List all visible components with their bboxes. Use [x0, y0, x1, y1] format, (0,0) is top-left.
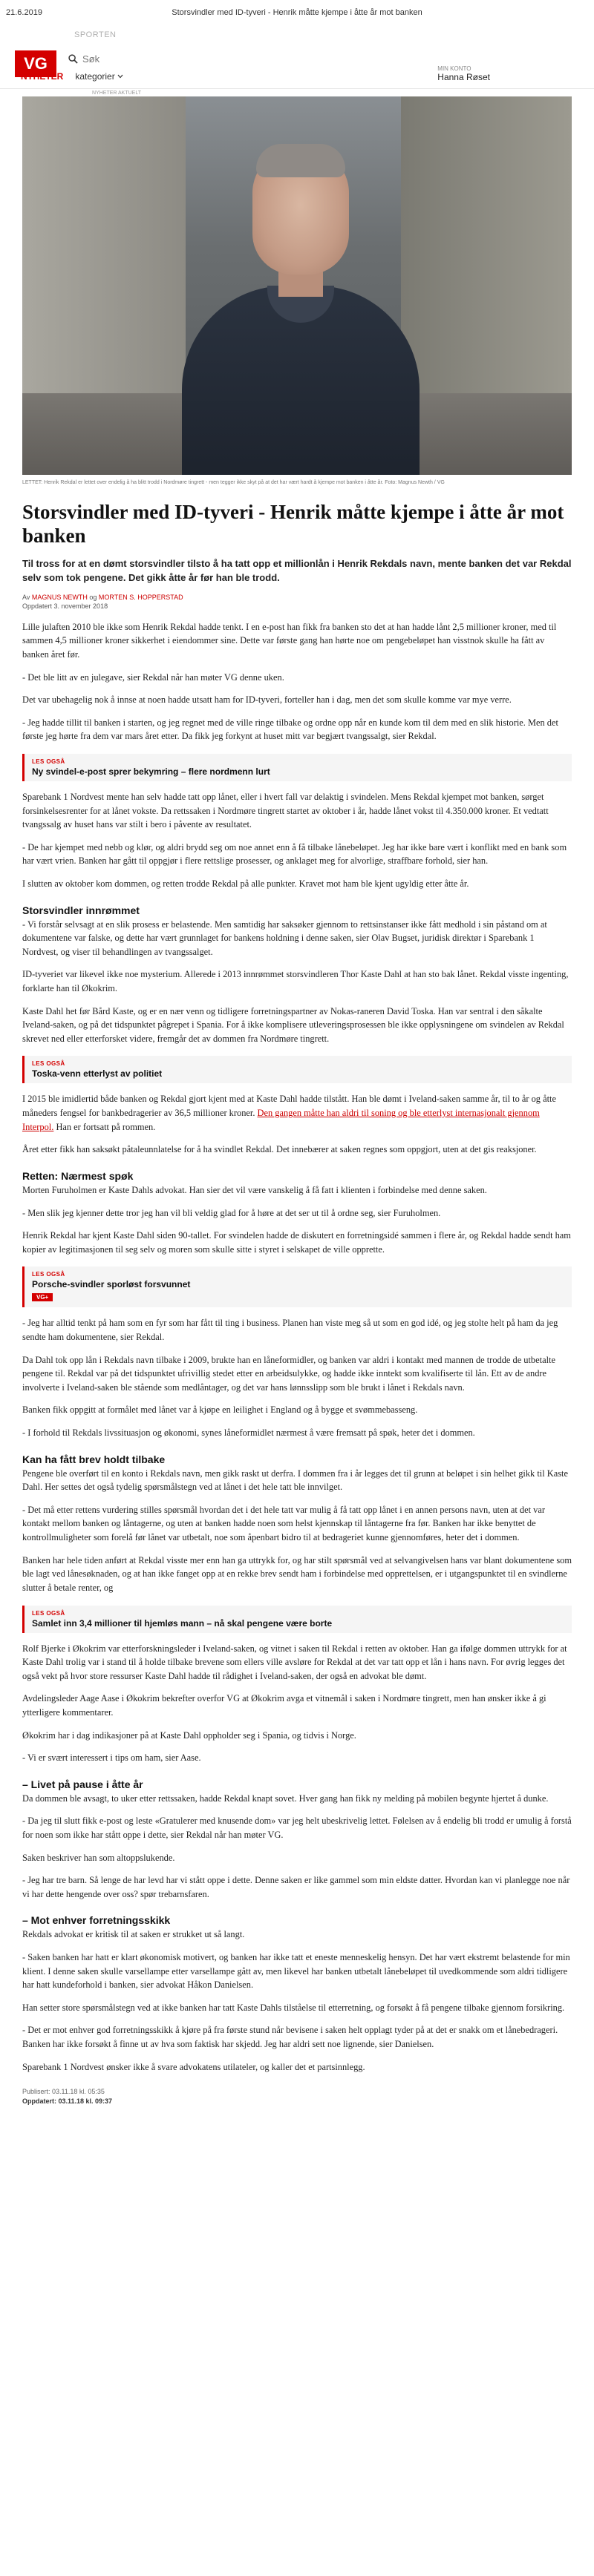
paragraph: - Vi forstår selvsagt at en slik prosess er belastende. Men samtidig har saksøker gjennom to rettsinstanser ikke fått medhold i sin påstand om at dokumentene var falske, og dette har vært grunnlaget for bankens holdning i denne saken, sier Olav Bugset, juridisk direktør i Sparebank 1 Nordvest, og viser til behandlingen av tvangssalget.: [22, 919, 547, 957]
paragraph: Saken beskriver han som altoppslukende.: [22, 1852, 175, 1863]
read-also-box[interactable]: [22, 754, 572, 781]
paragraph: Banken fikk oppgitt at formålet med lånet var å kjøpe en leilighet i England og å bygge et svømmebasseng.: [22, 1404, 418, 1416]
lead: Til tross for at en dømt storsvindler tilsto å ha tatt opp et millionlån i Henrik Rekdals navn, mente banken det var Rekdal selv som tok pengene. Det gikk åtte år før han ble trodd.: [22, 557, 572, 583]
paragraph: Morten Furuholmen er Kaste Dahls advokat. Han sier det vil være vanskelig å få fatt i klienten i forbindelse med denne saken.: [22, 1184, 487, 1195]
paragraph: Henrik Rekdal har kjent Kaste Dahl siden 90-tallet. For svindelen hadde de diskutert en forretningsidé sammen i flere år, og Rekdal hadde sendt ham kopier av legitimasjonen til seg selv og moren som skulle sitte i styret i selskapet de ville opprette.: [22, 1230, 571, 1255]
read-also-title: Samlet inn 3,4 millioner til hjemløs mann – nå skal pengene være borte: [32, 1617, 333, 1629]
article-body: [22, 620, 572, 2074]
paragraph: Det var ubehagelig nok å innse at noen hadde utsatt ham for ID-tyveri, forteller han i dag, men det som skulle komme var mye verre.: [22, 694, 512, 706]
main-navigation: [0, 45, 594, 96]
paragraph: Han setter store spørsmålstegn ved at ikke banken har tatt Kaste Dahls tilståelse til etterretning, og forsøkt å få pengene tilbake gjennom forsikring.: [22, 2002, 565, 2013]
paragraph: Rekdals advokat er kritisk til at saken er strukket ut så langt.: [22, 1929, 245, 1940]
print-date: 21.6.2019: [6, 8, 42, 17]
paragraph: - Jeg hadde tillit til banken i starten, og jeg regnet med de ville ringe tilbake og ordne opp når en kunde kom til dem med en slik historie. Men det første jeg hørte fra dem var mars året etter. Da fikk jeg forkynt at huset mitt var begjært tvangssalgt, sier Rekdal.: [22, 717, 558, 742]
paragraph: - De har kjempet med nebb og klør, og aldri brydd seg om noe annet enn å få tilbake lånebeløpet. Jeg har ikke bare vært i konflikt med en bank som har vært vrien. Banken har gått til oppgjør i flere rettslige prosesser, og anklaget meg for alvorlige, straffbare forhold, sier han.: [22, 841, 567, 867]
subheading: – Mot enhver forretningsskikk: [22, 1914, 171, 1927]
sport-link[interactable]: SPORTEN: [74, 30, 117, 39]
account-name: Hanna Røset: [437, 72, 490, 82]
hero-caption: LETTET: Henrik Rekdal er lettet over endelig å ha blitt trodd i Nordmøre tingrett - men tegger ikke skyt på at det har vært hardt å kjempe mot banken i åtte år. Foto: Magnus Newth / VG: [22, 480, 445, 485]
paragraph: Kaste Dahl het før Bård Kaste, og er en nær venn og tidligere forretningspartner av Nokas-raneren David Toska. Han var sentral i den såkalte Iveland-saken, og på det tidspunktet pågrepet i Spania. For å ikke komplisere utleveringsprosessen ble ikke opplysningene om svindelen av Rekdal skrevet ned eller etterforsket videre, fremgår det av dommen fra Nordmøre tingrett.: [22, 1005, 564, 1044]
paragraph: Pengene ble overført til en konto i Rekdals navn, men gikk raskt ut derfra. I dommen fra i år legges det til grunn at beløpet i sin helhet gikk til Kaste Dahl. Her settes det også tydelig spørsmålstegn ved at lånet i det hele tatt ble innvilget.: [22, 1468, 568, 1493]
paragraph-text: I 2015 ble imidlertid både banken og Rekdal gjort kjent med at Kaste Dahl hadde tilstått. Han ble dømt i Iveland-saken samme år, til to år og åtte måneders fengsel for bankbedragerier av 36,5 millioner kroner.: [22, 1094, 556, 1119]
vg-plus-badge: VG+: [32, 1293, 53, 1301]
author-link-2[interactable]: MORTEN S. HOPPERSTAD: [98, 593, 183, 601]
hero-person: [182, 148, 420, 475]
paragraph: Økokrim har i dag indikasjoner på at Kaste Dahl oppholder seg i Spania, og tidvis i Norge.: [22, 1729, 356, 1741]
timestamps: [22, 2087, 572, 2106]
paragraph: - Saken banken har hatt er klart økonomisk motivert, og banken har ikke tatt et eneste menneskelig hensyn. Det har vært ekstremt belastende for min klient. I denne saken skulle varsellampe etter varsellampe gått av, men likevel har banken utbetalt lånebeløpet til uvedkommende som aldri tidligere har hatt kundeforhold i banken, sier advokat Håkon Danielsen.: [22, 1952, 570, 1991]
subheading: – Livet på pause i åtte år: [22, 1778, 143, 1790]
paragraph: - Vi er svært interessert i tips om ham, sier Aase.: [22, 1752, 201, 1764]
search-input[interactable]: [82, 53, 216, 65]
headline: Storsvindler med ID-tyveri - Henrik måtte kjempe i åtte år mot banken: [22, 501, 564, 547]
search-icon[interactable]: [68, 54, 78, 64]
paragraph: - Men slik jeg kjenner dette tror jeg han vil bli veldig glad for å høre at det ser ut til å ordne seg, sier Furuholmen.: [22, 1207, 441, 1218]
read-also-kicker: LES OGSÅ: [32, 1060, 65, 1068]
read-also-kicker: LES OGSÅ: [32, 1609, 65, 1617]
subheading: Storsvindler innrømmet: [22, 904, 140, 916]
paragraph: Sparebank 1 Nordvest mente han selv hadde tatt opp lånet, eller i hvert fall var delaktig i svindelen. Mens Rekdal kjempet mot banken, sørget forsinkelsesrenter for at lånet vokste. Da rettssaken i Nordmøre tingrett startet av oktober i år, hadde lånet vokst til 4.350.000 kroner. Et vedtatt tvangssalg av huset hans var stilt i bero i påvente av resultatet.: [22, 791, 549, 830]
paragraph: Avdelingsleder Aage Aase i Økokrim bekrefter overfor VG at Økokrim avga et vitnemål i saken i Nordmøre tingrett, men han ønsker ikke å gi ytterligere kommentarer.: [22, 1693, 546, 1718]
paragraph: Da Dahl tok opp lån i Rekdals navn tilbake i 2009, brukte han en låneformidler, og banken var aldri i kontakt med mannen de trodde de utbetalte pengene til. Rekdal var på det tidspunktet ufrivillig stedet etter en arbeidsulykke, og hadde ikke inntekt som kvalifiserte til lån. Ett av de andre involverte i Iveland-saken ble stående som medlåntager, og det var hans lønnsslipp som ble brukt i lånet i Rekdals navn.: [22, 1354, 555, 1393]
paragraph: Året etter fikk han saksøkt påtaleunnlatelse for å ha svindlet Rekdal. Det innebærer at saken regnes som oppgjort, uten at det gis reaksjoner.: [22, 1144, 537, 1155]
read-also-title: Toska-venn etterlyst av politiet: [32, 1068, 163, 1080]
updated-time: Oppdatert: 03.11.18 kl. 09:37: [22, 2097, 113, 2106]
byline: [22, 593, 572, 611]
byline-prefix: Av: [22, 593, 30, 601]
paragraph: I slutten av oktober kom dommen, og retten trodde Rekdal på alle punkter. Kravet mot ham ble kjent ugyldig etter åtte år.: [22, 878, 469, 889]
paragraph: - Det ble litt av en julegave, sier Rekdal når han møter VG denne uken.: [22, 671, 284, 683]
nav-categories-sublabel: NYHETER AKTUELT: [92, 91, 141, 96]
interpol-link[interactable]: Den gangen måtte han aldri til soning og ble etterlyst internasjonalt gjennom Interpol.: [22, 1108, 540, 1132]
paragraph: - I forhold til Rekdals livssituasjon og økonomi, synes låneformidlet nærmest å være fremsatt på spøk, heter det i dommen.: [22, 1427, 475, 1439]
read-also-box[interactable]: [22, 1606, 572, 1633]
paragraph: Da dommen ble avsagt, to uker etter rettssaken, hadde Rekdal knapt sovet. Hver gang han fikk ny melding på mobilen begynte hjertet å dunke.: [22, 1793, 549, 1804]
paragraph-text: Han er fortsatt på rommen.: [56, 1121, 156, 1132]
paragraph: Lille julaften 2010 ble ikke som Henrik Rekdal hadde tenkt. I en e-post han fikk fra banken sto det at han hadde lånt 2,5 millioner kroner, med til sammen 4,5 millioner kroner sikkerhet i eiendommer sine. Dette var første gang han hørte noe om pengebeløpet han visstnok skulle ha fått av banken året før.: [22, 621, 557, 660]
updated-date: Oppdatert 3. november 2018: [22, 602, 108, 611]
subheading: Retten: Nærmest spøk: [22, 1169, 134, 1182]
nav-row: [21, 71, 216, 82]
read-also-box[interactable]: [22, 1056, 572, 1083]
hero-image: [22, 96, 572, 475]
read-also-title: Ny svindel-e-post sprer bekymring – flere nordmenn lurt: [32, 766, 270, 777]
vg-logo[interactable]: VG: [15, 50, 56, 77]
nav-news-link[interactable]: NYHETER: [21, 71, 64, 82]
byline-and: og: [89, 593, 97, 601]
top-sections-bar: [0, 25, 594, 45]
read-also-kicker: LES OGSÅ: [32, 758, 65, 765]
published-time: Publisert: 03.11.18 kl. 05:35: [22, 2088, 105, 2096]
paragraph: - Det må etter rettens vurdering stilles spørsmål hvordan det i det hele tatt var mulig å få tatt opp lånet i en annen persons navn, uten at det var kontakt mellom banken og låntagerne, og uten at banken hadde noen som helst kjennskap til låntagerne fra før. Banken har ikke benyttet de kontrollmuligheter som forelå før lånet var utbetalt, noe som åpenbart bidro til at bedrageriet kunne gjennomføres, heter det i dommen.: [22, 1504, 545, 1543]
account-menu[interactable]: [437, 65, 490, 82]
paragraph: ID-tyveriet var likevel ikke noe mysterium. Allerede i 2013 innrømmet storsvindleren Thor Kaste Dahl at han sto bak lånet. Rekdal visste ingenting, forklarte han til Økokrim.: [22, 969, 569, 994]
read-also-box[interactable]: [22, 1266, 572, 1307]
read-also-title: Porsche-svindler sporløst forsvunnet: [32, 1279, 191, 1290]
paragraph: - Det er mot enhver god forretningsskikk å kjøre på fra første stund når bevisene i saken helt opplagt tyder på at det er snakk om et lånebedrageri. Banken har ikke forsøkt å finne ut av hva som faktisk har skjedd. Jeg har aldri sett noe lignende, sier Danielsen.: [22, 2025, 558, 2050]
nav-categories-dropdown[interactable]: [75, 71, 123, 82]
paragraph: - Jeg har alltid tenkt på ham som en fyr som har fått til ting i business. Planen han viste meg så ut som en god idé, og jeg stolte helt på ham da jeg sendte ham dokumentene, sier Rekdal.: [22, 1318, 558, 1342]
paragraph: - Da jeg til slutt fikk e-post og leste «Gratulerer med knusende dom» var jeg helt ubeskrivelig lettet. Følelsen av å endelig bli trodd er umulig å forstå for noen som ikke har stått oppe i dette, sier Rekdal når han møter VG.: [22, 1816, 572, 1840]
print-title: Storsvindler med ID-tyveri - Henrik måtte kjempe i åtte år mot banken: [172, 8, 422, 17]
chevron-down-icon: [117, 74, 123, 79]
print-header: [0, 0, 594, 25]
paragraph: [22, 1092, 572, 1134]
paragraph: Banken har hele tiden anført at Rekdal visste mer enn han ga uttrykk for, og har stilt spørsmål ved at selvangivelsen hans var blant dokumentene som ble lagt ved lånesøknaden, og at han ikke fanget opp at en rekke brev sendt ham i forbindelse med opprettelsen, er i utgangspunktet til en svindlerne slutter å betale renter, og: [22, 1554, 572, 1593]
article: [0, 501, 594, 2106]
subheading: Kan ha fått brev holdt tilbake: [22, 1453, 166, 1465]
paragraph: - Jeg har tre barn. Så lenge de har levd har vi stått oppe i dette. Denne saken er like gammel som min eldste datter. Hvordan kan vi planlegge noe når vi har dette hengende over oss? spør trebarnsfaren.: [22, 1875, 570, 1899]
read-also-kicker: LES OGSÅ: [32, 1271, 65, 1278]
account-label: MIN KONTO: [437, 65, 471, 72]
paragraph: Rolf Bjerke i Økokrim var etterforskningsleder i Iveland-saken, og vitnet i saken til Rekdal i retten av oktober. Han ga ifølge dommen uttrykk for at Kaste Dahl trolig var i stand til å holde tilbake brevene som ellers ville avsløre for Rekdal at det var tatt opp et lån i hans navn. For øvrig legges det også vekt på hvor store ressurser Kaste Dahl hadde til rådighet i Iveland-saken, der også en advokat ble dømt.: [22, 1643, 567, 1681]
nav-categories-label: kategorier: [75, 71, 115, 82]
paragraph: Sparebank 1 Nordvest ønsker ikke å svare advokatens utilateler, og kaller det et partsinnlegg.: [22, 2061, 365, 2072]
author-link-1[interactable]: MAGNUS NEWTH: [31, 593, 88, 601]
search-row: [68, 50, 216, 67]
